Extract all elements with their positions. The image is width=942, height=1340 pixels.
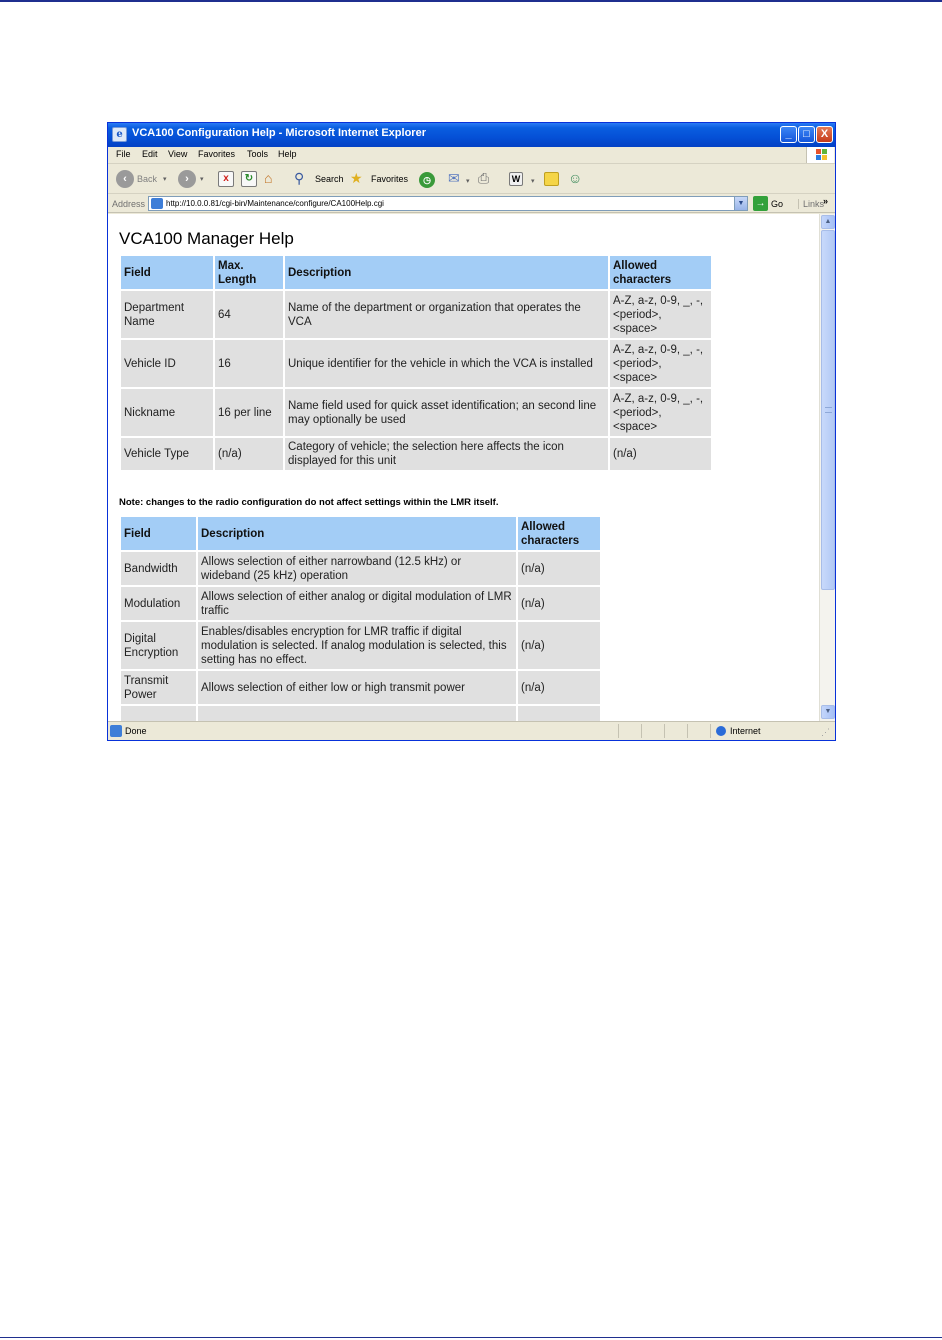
favorites-star-icon[interactable]: ★ [350,170,363,186]
table-row [121,552,600,585]
column-header: Allowed characters [610,256,711,289]
internet-zone-icon [716,726,726,736]
status-divider [618,724,619,738]
table-cell: 16 per line [215,389,283,436]
refresh-icon[interactable]: ↻ [241,171,257,187]
favorites-button-label[interactable]: Favorites [371,174,409,184]
status-bar [108,721,835,740]
table-cell: A-Z, a-z, 0-9, _, -, <period>, <space> [610,389,711,436]
forward-arrow-icon: › [178,170,196,188]
table-row [121,671,600,704]
windows-flag-icon [806,147,834,163]
page-top-rule [0,0,942,2]
menu-bar [108,147,835,164]
security-zone-label: Internet [730,726,761,736]
stop-icon[interactable]: x [218,171,234,187]
column-header: Description [198,517,516,550]
links-button[interactable]: Links [798,199,824,209]
menu-tools[interactable]: Tools [247,149,269,159]
table-cell [198,706,516,721]
table-cell: Vehicle Type [121,438,213,470]
history-icon[interactable]: ◷ [419,172,435,188]
status-divider [664,724,665,738]
table-row [121,587,600,620]
back-dropdown-icon[interactable]: ▾ [163,176,167,183]
column-header: Description [285,256,608,289]
status-divider [687,724,688,738]
general-settings-table [119,254,713,472]
status-divider [641,724,642,738]
table-cell: (n/a) [518,587,600,620]
scroll-down-icon[interactable]: ▼ [821,705,835,719]
close-button[interactable]: X [816,126,833,143]
table-row [121,340,711,387]
status-text: Done [125,726,147,736]
table-cell: Unique identifier for the vehicle in which the VCA is installed [285,340,608,387]
table-cell: 16 [215,340,283,387]
page-done-icon [110,725,122,737]
table-cell: A-Z, a-z, 0-9, _, -, <period>, <space> [610,340,711,387]
back-arrow-icon: ‹ [116,170,134,188]
search-button-label[interactable]: Search [315,174,344,184]
menu-edit[interactable]: Edit [142,149,158,159]
address-input[interactable] [148,196,748,211]
table-cell: Category of vehicle; the selection here affects the icon displayed for this unit [285,438,608,470]
table-cell: Allows selection of either low or high transmit power [198,671,516,704]
scroll-up-icon[interactable]: ▲ [821,215,835,229]
column-header: Field [121,517,196,550]
column-header: Max. Length [215,256,283,289]
menu-view[interactable]: View [168,149,188,159]
go-arrow-icon[interactable]: → [753,196,768,211]
address-url[interactable]: http://10.0.0.81/cgi-bin/Maintenance/configure/CA100Help.cgi [166,199,384,208]
maximize-button[interactable]: □ [798,126,815,143]
table-row [121,622,600,669]
vertical-scrollbar[interactable] [819,214,835,721]
forward-dropdown-icon[interactable]: ▾ [200,176,204,183]
back-label: Back [137,174,158,184]
address-bar [108,195,835,213]
edit-icon[interactable]: W [509,172,523,186]
resize-grip-icon[interactable]: ⋰ [821,727,829,737]
search-icon[interactable]: ⚲ [294,170,305,186]
page-bottom-rule [0,1337,942,1338]
links-chevron-icon[interactable]: » [823,196,829,206]
address-dropdown-icon[interactable]: ▼ [734,197,747,210]
mail-icon[interactable]: ✉ [448,170,460,186]
table-cell: 64 [215,291,283,338]
go-button[interactable]: Go [771,199,784,209]
column-header: Allowed characters [518,517,600,550]
page-title: VCA100 Manager Help [119,229,294,248]
home-icon[interactable]: ⌂ [264,170,273,186]
table-cell: Transmit Power [121,671,196,704]
table-cell: Bandwidth [121,552,196,585]
print-icon[interactable]: ⎙ [478,170,490,186]
discuss-icon[interactable] [544,172,559,186]
table-row [121,706,600,721]
table-cell: Name of the department or organization that operates the VCA [285,291,608,338]
minimize-button[interactable]: _ [780,126,797,143]
table-row [121,389,711,436]
table-cell: Vehicle ID [121,340,213,387]
status-divider [710,724,711,738]
table-cell: Name field used for quick asset identification; an second line may optionally be used [285,389,608,436]
table-cell: Enables/disables encryption for LMR traffic if digital modulation is selected. If analog modulation is selected, this setting has no effect. [198,622,516,669]
table-cell: (n/a) [610,438,711,470]
radio-config-note: Note: changes to the radio configuration do not affect settings within the LMR itself. [119,497,499,508]
table-cell: (n/a) [215,438,283,470]
table-cell: Department Name [121,291,213,338]
table-cell: Modulation [121,587,196,620]
page-content [108,214,819,721]
table-cell: (n/a) [518,552,600,585]
table-cell: Nickname [121,389,213,436]
table-cell [518,706,600,721]
menu-file[interactable]: File [116,149,131,159]
messenger-icon[interactable]: ☺ [568,170,583,186]
table-row [121,438,711,470]
column-header: Field [121,256,213,289]
table-cell: Allows selection of either narrowband (12.5 kHz) or wideband (25 kHz) operation [198,552,516,585]
address-label: Address [112,199,146,209]
table-cell: A-Z, a-z, 0-9, _, -, <period>, <space> [610,291,711,338]
forward-button[interactable] [178,169,206,190]
ie-icon: e [112,127,127,142]
table-cell: (n/a) [518,671,600,704]
table-cell: (n/a) [518,622,600,669]
edit-dropdown-icon[interactable]: ▾ [531,178,535,185]
browser-window [107,122,836,741]
table-header-row [121,256,711,289]
back-button[interactable] [116,169,168,190]
menu-favorites[interactable]: Favorites [198,149,236,159]
toolbar [108,165,835,194]
table-row [121,291,711,338]
table-cell [121,706,196,721]
page-icon [151,198,163,209]
title-bar[interactable] [108,123,835,147]
scroll-grip-icon [825,407,832,413]
table-cell: Allows selection of either analog or digital modulation of LMR traffic [198,587,516,620]
table-header-row [121,517,600,550]
mail-dropdown-icon[interactable]: ▾ [466,178,470,185]
menu-help[interactable]: Help [278,149,297,159]
table-cell: Digital Encryption [121,622,196,669]
radio-settings-table [119,515,602,721]
scroll-thumb[interactable] [821,230,835,590]
window-title: VCA100 Configuration Help - Microsoft Internet Explorer [132,127,426,139]
